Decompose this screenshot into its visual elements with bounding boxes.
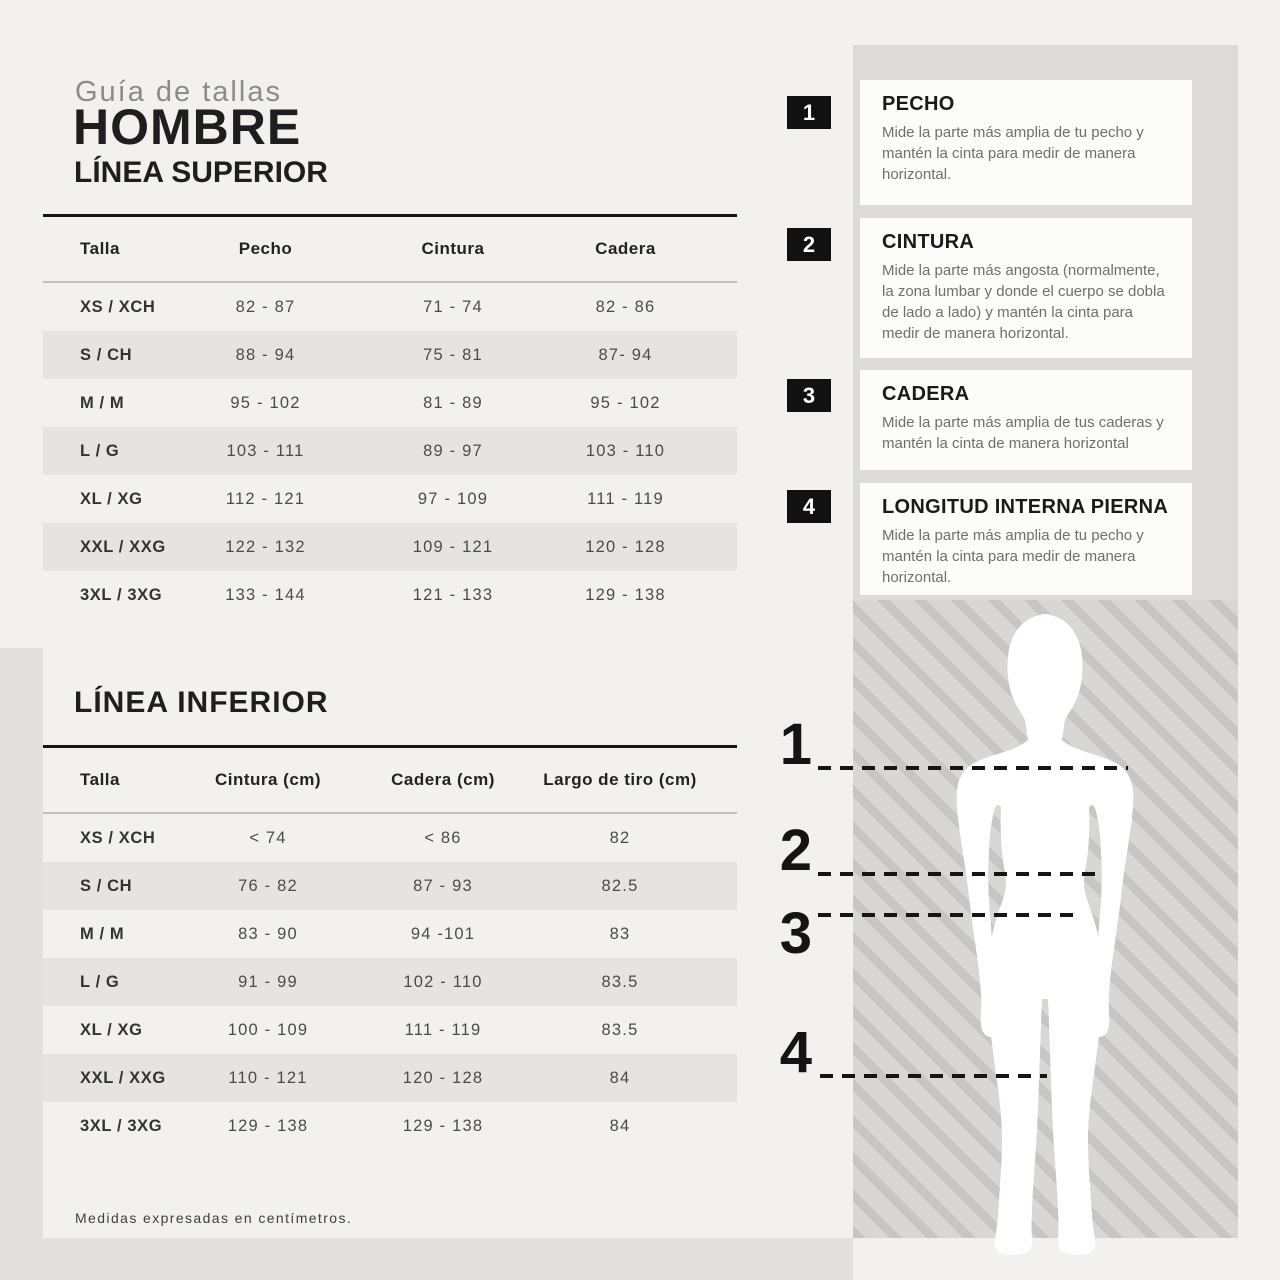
waist-range: 75 - 81	[423, 345, 483, 364]
male-body-silhouette	[853, 600, 1238, 1260]
table-row	[43, 523, 737, 571]
instruction-title: CADERA	[882, 383, 970, 405]
hip-range: 111 - 119	[587, 489, 664, 508]
inseam-value: 84	[609, 1068, 631, 1087]
waist-range: 100 - 109	[227, 1020, 309, 1039]
instruction-text: Mide la parte más amplia de tu pecho y mantén la cinta para medir de manera horizontal.	[882, 124, 1144, 183]
hip-range: 129 - 138	[585, 585, 666, 604]
waist-range: 110 - 121	[228, 1068, 308, 1087]
hip-range: 87 - 93	[413, 876, 473, 895]
waist-range: 81 - 89	[423, 393, 483, 412]
size-label: 3XL / 3XG	[80, 585, 163, 604]
size-label: 3XL / 3XG	[80, 1116, 163, 1135]
table-row	[43, 379, 737, 427]
chest-range: 103 - 111	[226, 441, 305, 460]
upper-table-header-row	[43, 217, 737, 281]
inseam-value: 82.5	[601, 876, 639, 895]
instruction-card-waist	[860, 218, 1192, 358]
upper-section-title: LÍNEA SUPERIOR	[74, 156, 328, 189]
table-row	[43, 475, 737, 523]
waist-range: 109 - 121	[412, 537, 494, 556]
instruction-text: Mide la parte más amplia de tus caderas y mantén la cinta de manera horizontal	[882, 414, 1164, 452]
step-2-badge: 2	[787, 228, 831, 261]
table-row	[43, 427, 737, 475]
left-gray-strip	[0, 648, 43, 1280]
lower-table-body	[43, 814, 737, 1150]
table-row	[43, 1054, 737, 1102]
inseam-value: 83.5	[601, 972, 639, 991]
column-header: Cadera	[595, 239, 656, 258]
chest-range: 82 - 87	[235, 297, 296, 316]
table-row	[43, 814, 737, 862]
units-footnote: Medidas expresadas en centímetros.	[75, 1210, 353, 1226]
bottom-gray-strip	[0, 1238, 853, 1280]
waist-range: 91 - 99	[238, 972, 298, 991]
page-title: HOMBRE	[73, 99, 302, 155]
step-1-badge: 1	[787, 96, 831, 129]
table-row	[43, 331, 737, 379]
hip-range: 120 - 128	[585, 537, 666, 556]
waist-range: 89 - 97	[423, 441, 483, 460]
hip-range: 129 - 138	[402, 1116, 484, 1135]
measure-line-waist	[818, 872, 1098, 876]
instruction-card-inseam	[860, 483, 1192, 595]
inseam-value: 84	[609, 1116, 631, 1135]
figure-label-chest: 1	[779, 712, 812, 777]
size-label: XS / XCH	[80, 828, 156, 847]
hip-range: 102 - 110	[403, 972, 483, 991]
chest-range: 133 - 144	[225, 585, 306, 604]
step-3-badge: 3	[787, 379, 831, 412]
guide-eyebrow: Guía de tallas	[75, 76, 282, 108]
lower-section-title: LÍNEA INFERIOR	[74, 686, 329, 719]
chest-range: 122 - 132	[225, 537, 306, 556]
measure-line-hip	[818, 913, 1076, 917]
size-label: S / CH	[80, 876, 133, 895]
instruction-text: Mide la parte más angosta (normalmente, la zona lumbar y donde el cuerpo se dobla de lado a lado) y mantén la cinta para medir de manera horizontal.	[882, 262, 1165, 342]
table-row	[43, 1102, 737, 1150]
size-label: XXL / XXG	[80, 1068, 166, 1087]
size-label: L / G	[80, 441, 120, 460]
column-header: Talla	[80, 239, 120, 258]
measure-line-chest	[818, 766, 1128, 770]
waist-range: 97 - 109	[417, 489, 489, 508]
table-row	[43, 910, 737, 958]
figure-label-hip: 3	[779, 901, 812, 966]
column-header: Cintura	[421, 239, 485, 258]
hip-range: < 86	[424, 828, 462, 847]
figure-label-inseam: 4	[779, 1020, 812, 1085]
instruction-text: Mide la parte más amplia de tu pecho y mantén la cinta para medir de manera horizontal.	[882, 527, 1144, 586]
size-label: S / CH	[80, 345, 133, 364]
size-label: XL / XG	[80, 489, 143, 508]
upper-table-body	[43, 283, 737, 619]
waist-range: 76 - 82	[238, 876, 298, 895]
lower-size-table	[43, 745, 737, 1150]
instruction-title: CINTURA	[882, 231, 975, 253]
chest-range: 112 - 121	[225, 489, 306, 508]
size-label: XXL / XXG	[80, 537, 166, 556]
chest-range: 95 - 102	[230, 393, 301, 412]
size-label: XS / XCH	[80, 297, 156, 316]
waist-range: 71 - 74	[423, 297, 483, 316]
measure-line-inseam	[820, 1074, 1047, 1078]
lower-table-header-row	[43, 748, 737, 812]
column-header: Talla	[80, 770, 120, 789]
instruction-title: LONGITUD INTERNA PIERNA	[882, 496, 1169, 518]
waist-range: 121 - 133	[412, 585, 494, 604]
size-label: XL / XG	[80, 1020, 143, 1039]
upper-size-table	[43, 214, 737, 619]
waist-range: 83 - 90	[238, 924, 298, 943]
table-row	[43, 958, 737, 1006]
inseam-value: 83	[609, 924, 631, 943]
hip-range: 94 -101	[410, 924, 476, 943]
hip-range: 87- 94	[598, 345, 653, 364]
column-header: Cintura (cm)	[214, 770, 322, 789]
waist-range: < 74	[249, 828, 287, 847]
size-label: M / M	[80, 924, 125, 943]
size-label: L / G	[80, 972, 120, 991]
column-header: Pecho	[238, 239, 293, 258]
figure-label-waist: 2	[779, 818, 812, 883]
waist-range: 129 - 138	[227, 1116, 309, 1135]
column-header: Cadera (cm)	[391, 770, 495, 789]
step-4-badge: 4	[787, 490, 831, 523]
hip-range: 120 - 128	[402, 1068, 484, 1087]
table-row	[43, 1006, 737, 1054]
inseam-value: 82	[609, 828, 631, 847]
table-row	[43, 571, 737, 619]
inseam-value: 83.5	[601, 1020, 639, 1039]
hip-range: 82 - 86	[595, 297, 656, 316]
hip-range: 95 - 102	[590, 393, 661, 412]
instruction-title: PECHO	[882, 93, 955, 115]
size-label: M / M	[80, 393, 125, 412]
column-header: Largo de tiro (cm)	[543, 770, 697, 789]
hip-range: 103 - 110	[585, 441, 666, 460]
chest-range: 88 - 94	[235, 345, 296, 364]
table-row	[43, 862, 737, 910]
hip-range: 111 - 119	[404, 1020, 482, 1039]
instruction-card-chest	[860, 80, 1192, 205]
table-row	[43, 283, 737, 331]
instruction-card-hip	[860, 370, 1192, 470]
